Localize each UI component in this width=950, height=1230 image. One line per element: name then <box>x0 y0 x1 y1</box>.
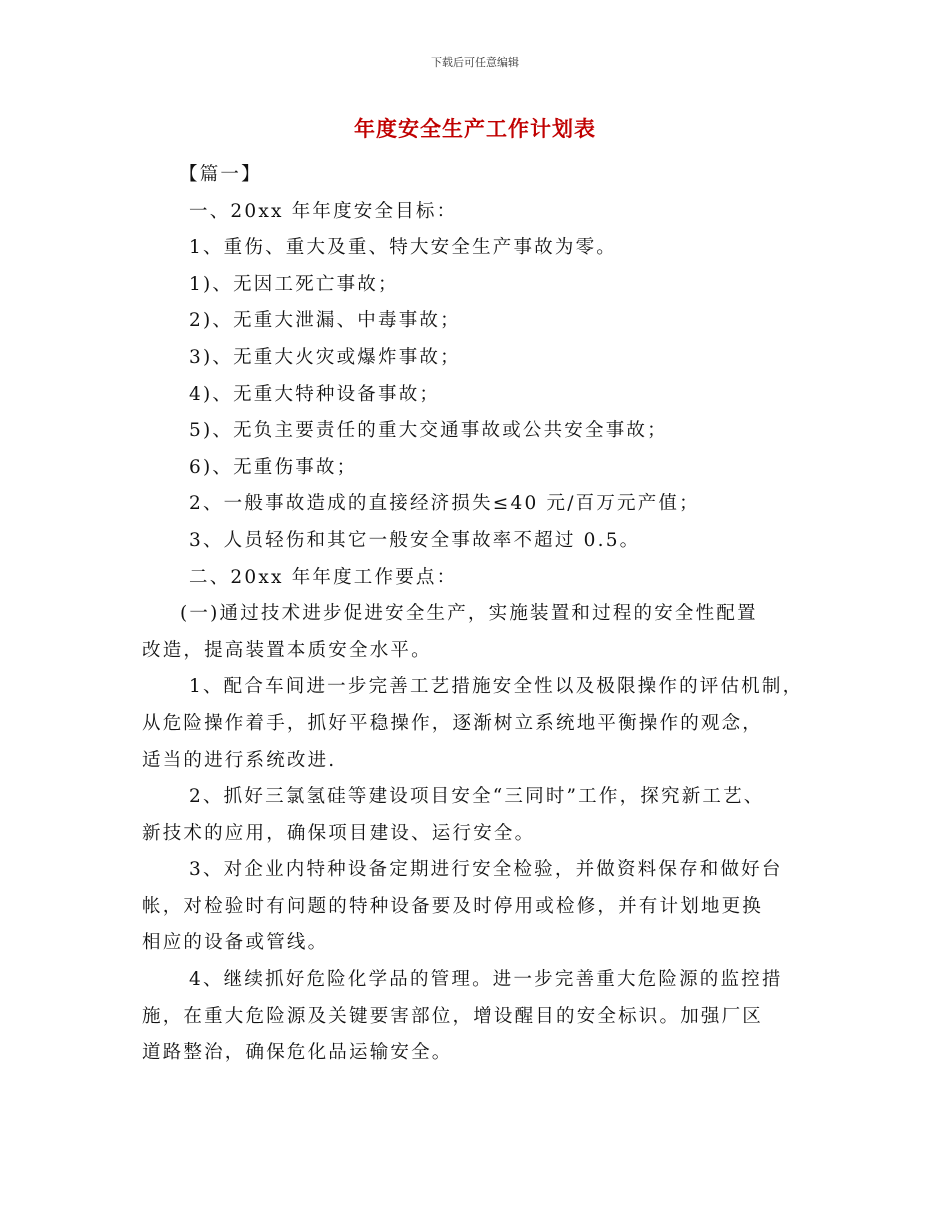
paragraph-line: 道路整治，确保危化品运输安全。 <box>142 1042 453 1064</box>
paragraph-line: 2)、无重大泄漏、中毒事故； <box>189 310 461 332</box>
paragraph-line: 3、人员轻伤和其它一般安全事故率不超过 0.5。 <box>189 529 641 551</box>
document-body <box>142 157 832 1072</box>
paragraph-line: 相应的设备或管线。 <box>142 932 329 954</box>
paragraph-line: 从危险操作着手，抓好平稳操作，逐渐树立系统地平衡操作的观念， <box>142 712 764 734</box>
paragraph-line: 2、抓好三氯氢硅等建设项目安全“三同时”工作，探究新工艺、 <box>189 786 765 808</box>
section-heading: 【篇一】 <box>179 164 262 185</box>
paragraph-line: 1、配合车间进一步完善工艺措施安全性以及极限操作的评估机制， <box>189 676 804 698</box>
paragraph-line: 1、重伤、重大及重、特大安全生产事故为零。 <box>189 237 617 259</box>
paragraph-line: 6)、无重伤事故； <box>189 456 358 478</box>
paragraph-line: 4)、无重大特种设备事故； <box>189 383 441 405</box>
paragraph-line: 2、一般事故造成的直接经济损失≤40 元/百万元产值； <box>189 493 700 515</box>
paragraph-line: 适当的进行系统改进. <box>142 749 337 771</box>
paragraph-line: 改造，提高装置本质安全水平。 <box>142 639 432 661</box>
document-title: 年度安全生产工作计划表 <box>354 117 596 141</box>
paragraph-line: (一)通过技术进步促进安全生产，实施装置和过程的安全性配置 <box>180 603 758 625</box>
header-note: 下载后可任意编辑 <box>431 56 519 69</box>
paragraph-line: 5)、无负主要责任的重大交通事故或公共安全事故； <box>189 420 668 442</box>
paragraph-line: 新技术的应用，确保项目建设、运行安全。 <box>142 822 536 844</box>
paragraph-line: 1)、无因工死亡事故； <box>189 273 399 295</box>
paragraph-line: 4、继续抓好危险化学品的管理。进一步完善重大危险源的监控措 <box>189 969 783 991</box>
paragraph-line: 帐，对检验时有问题的特种设备要及时停用或检修，并有计划地更换 <box>142 895 764 917</box>
paragraph-line: 3)、无重大火灾或爆炸事故； <box>189 346 461 368</box>
paragraph-line: 施，在重大危险源及关键要害部位，增设醒目的安全标识。加强厂区 <box>142 1005 764 1027</box>
paragraph-line: 3、对企业内特种设备定期进行安全检验，并做资料保存和做好台 <box>189 859 783 881</box>
paragraph-line: 一、20xx 年年度安全目标： <box>189 200 458 222</box>
paragraph-line: 二、20xx 年年度工作要点： <box>189 566 458 588</box>
